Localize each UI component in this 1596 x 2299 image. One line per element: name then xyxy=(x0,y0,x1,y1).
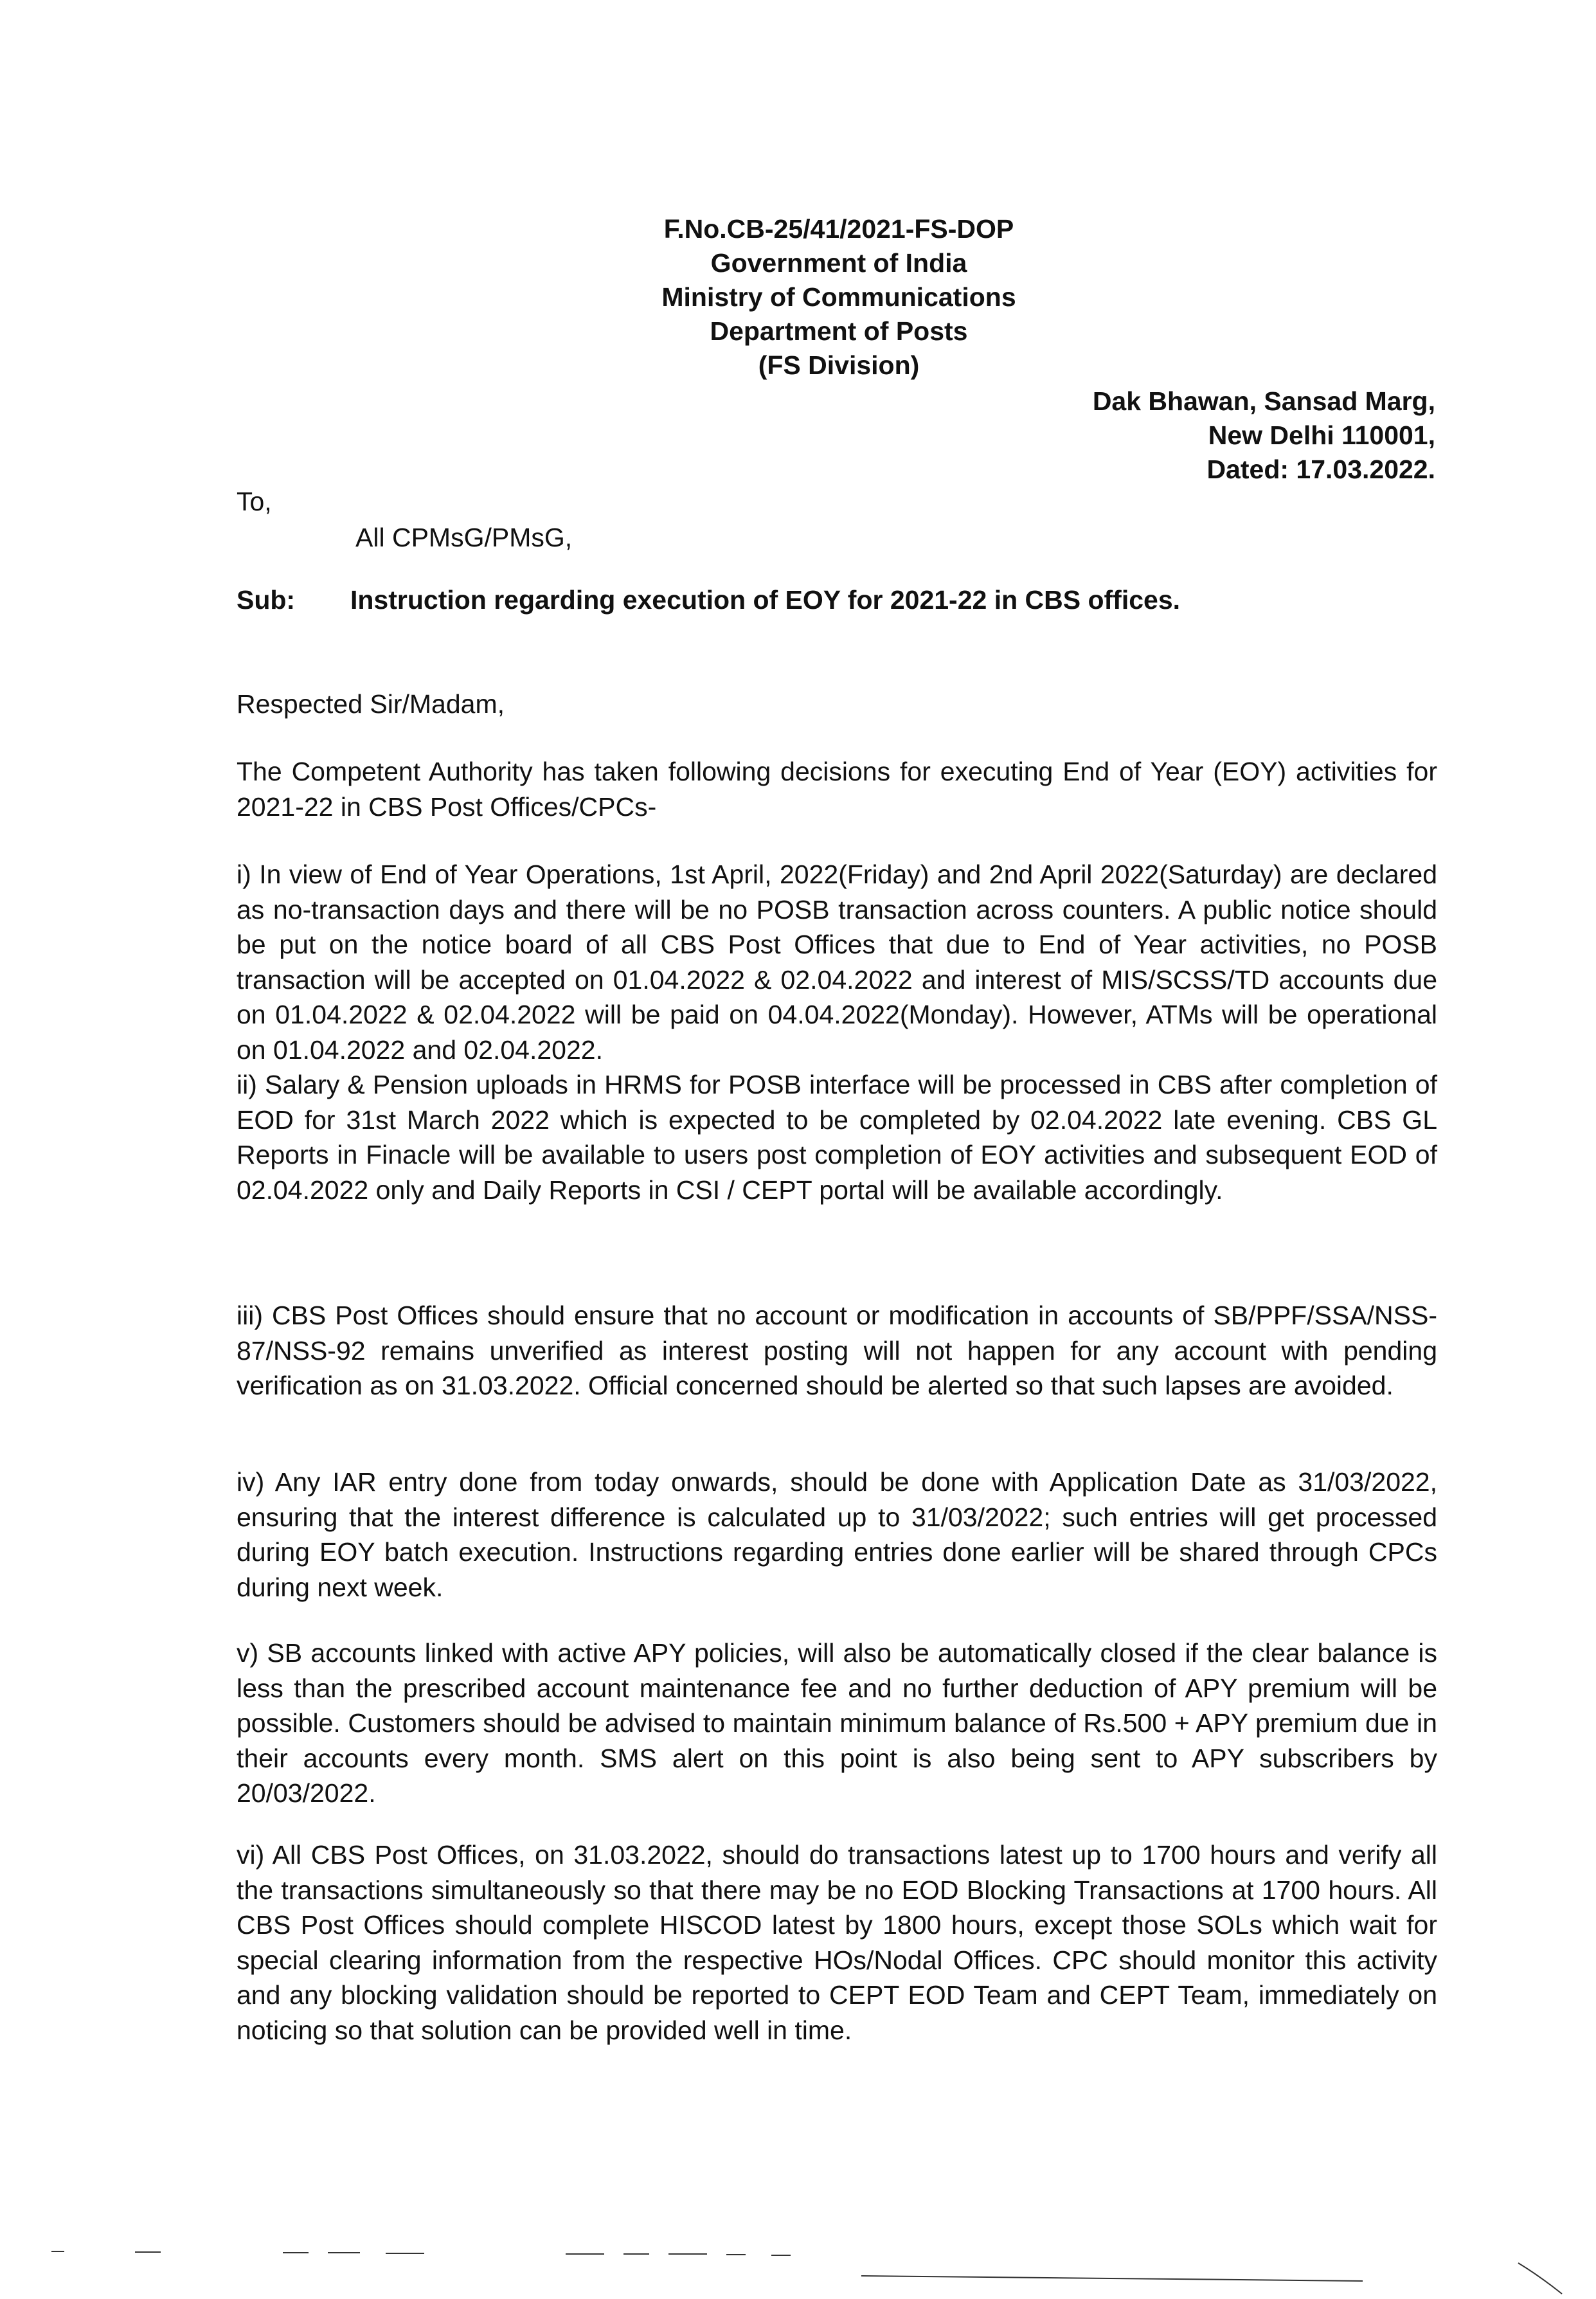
ministry-line: Ministry of Communications xyxy=(661,282,1016,312)
address-line-1: Dak Bhawan, Sansad Marg, xyxy=(1092,386,1435,416)
paragraph-iii: iii) CBS Post Offices should ensure that no account or modification in accounts of SB/PPF/SSA/NSS-87/NSS-92 remains unverified as interest posting will not happen for any account with pending verification as on 31.03.2022. Official concerned should be alerted so that such lapses are avoided. xyxy=(237,1301,1437,1400)
file-number: F.No.CB-25/41/2021-FS-DOP xyxy=(663,214,1014,244)
to-label: To, xyxy=(237,487,272,516)
government-line: Government of India xyxy=(710,248,967,278)
paragraph-iv: iv) Any IAR entry done from today onwards, should be done with Application Date as 31/03/2022, ensuring that the interest difference is calculated up to 31/03/2022; such entries will get processed during EOY batch execution. Instructions regarding entries done earlier will be shared through CPCs during next week. xyxy=(237,1467,1437,1602)
date-line: Dated: 17.03.2022. xyxy=(1206,455,1435,484)
address-block xyxy=(1093,384,1435,487)
paragraph-vi: vi) All CBS Post Offices, on 31.03.2022, should do transactions latest up to 1700 hours and verify all the transactions simultaneously so that there may be no EOD Blocking Transactions at 1700 hours. All CBS Post Offices should complete HISCOD latest by 1800 hours, except those SOLs which wait for special clearing information from the respective HOs/Nodal Offices. CPC should monitor this activity and any blocking validation should be reported to CEPT EOD Team and CEPT Team, immediately on noticing so that solution can be provided well in time. xyxy=(237,1840,1437,2045)
subject-line xyxy=(237,585,1180,615)
paragraph-v: v) SB accounts linked with active APY policies, will also be automatically closed if the clear balance is less than the prescribed account maintenance fee and no further deduction of APY premium will be possible. Customers should be advised to maintain minimum balance of Rs.500 + APY premium due in their accounts every month. SMS alert on this point is also being sent to APY subscribers by 20/03/2022. xyxy=(237,1638,1437,1808)
letter-header xyxy=(566,212,1112,383)
intro-paragraph: The Competent Authority has taken following decisions for executing End of Year (EOY) activities for 2021-22 in CBS Post Offices/CPCs- xyxy=(237,757,1437,822)
recipient: All CPMsG/PMsG, xyxy=(355,523,573,552)
address-line-2: New Delhi 110001, xyxy=(1208,420,1435,450)
subject-text: Instruction regarding execution of EOY for 2021-22 in CBS offices. xyxy=(350,585,1181,615)
paragraph-i: i) In view of End of Year Operations, 1st April, 2022(Friday) and 2nd April 2022(Saturday) are declared as no-transaction days and there will be no POSB transaction across counters. A public notice should be put on the notice board of all CBS Post Offices that due to End of Year activities, no POSB transaction will be accepted on 01.04.2022 & 02.04.2022 and interest of MIS/SCSS/TD accounts due on 01.04.2022 & 02.04.2022 will be paid on 04.04.2022(Monday). However, ATMs will be operational on 01.04.2022 and 02.04.2022. xyxy=(237,860,1437,1065)
paragraph-ii: ii) Salary & Pension uploads in HRMS for POSB interface will be processed in CBS after completion of EOD for 31st March 2022 which is expected to be completed by 02.04.2022 late evening. CBS GL Reports in Finacle will be available to users post completion of EOY activities and subsequent EOD of 02.04.2022 only and Daily Reports in CSI / CEPT portal will be available accordingly. xyxy=(237,1070,1437,1205)
department-line: Department of Posts xyxy=(710,316,968,346)
salutation: Respected Sir/Madam, xyxy=(237,689,505,719)
subject-label: Sub: xyxy=(237,585,296,615)
division-line: (FS Division) xyxy=(758,350,920,380)
